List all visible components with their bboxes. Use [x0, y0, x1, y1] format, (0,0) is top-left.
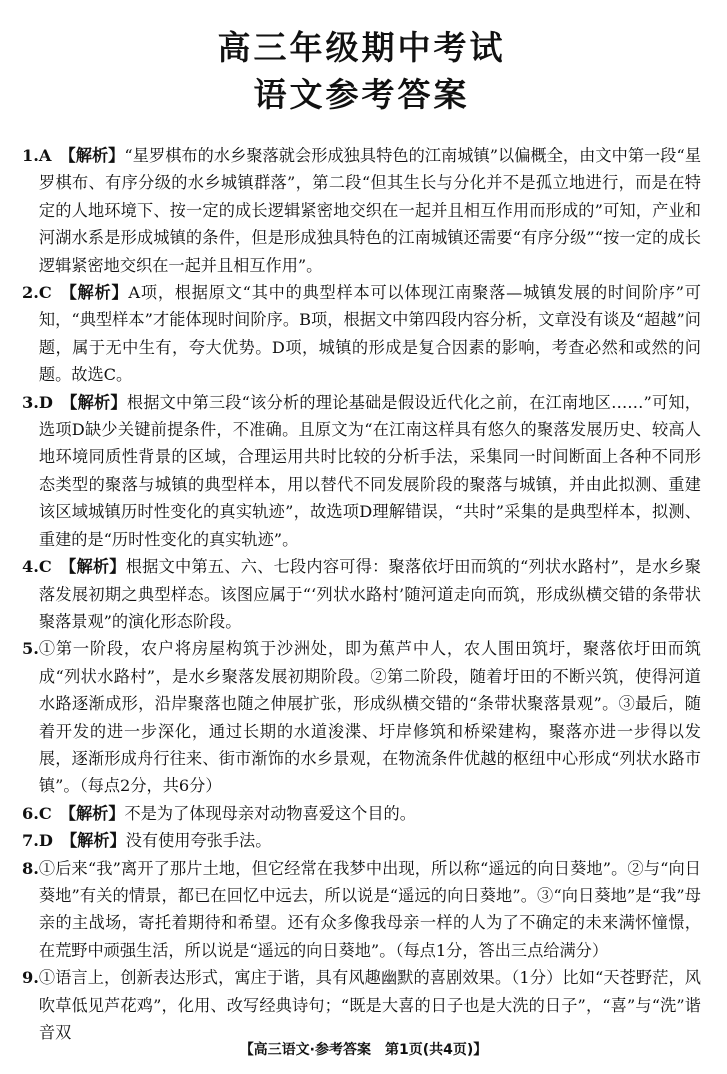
- analysis-tag: 【解析】: [60, 831, 126, 851]
- answer-item-2: [22, 279, 701, 389]
- answer-item-4: [22, 553, 701, 635]
- analysis-tag: 【解析】: [59, 557, 126, 577]
- answer-text: 根据文中第五、六、七段内容可得：聚落依圩田而筑的“列状水路村”，是水乡聚落发展初期之典型样态。该图应属于“‘列状水路村’随河道走向而筑，形成纵横交错的条带状聚落景观”的演化形态阶段。: [38, 557, 701, 631]
- page-title: 高三年级期中考试: [217, 28, 506, 67]
- answer-item-3: [22, 389, 701, 553]
- answer-item-7: [22, 827, 701, 854]
- answer-item-5: [22, 635, 701, 799]
- page-subtitle: 语文参考答案: [253, 75, 470, 114]
- answer-number: 7.: [22, 831, 39, 851]
- answer-choice: D: [38, 831, 53, 851]
- answer-number: 8.: [22, 858, 39, 878]
- analysis-tag: 【解析】: [59, 803, 125, 823]
- answer-number: 6.: [22, 803, 39, 823]
- answer-text: ①后来“我”离开了那片土地，但它经常在我梦中出现，所以称“遥远的向日葵地”。②与“向日葵地”有关的情景，都已在回忆中远去，所以说是“遥远的向日葵地”。③“向日葵地”是“我”母亲的主战场，寄托着期待和希望。还有众多像我母亲一样的人为了不确定的未来满怀憧憬，在荒野中顽强生活，所以说是“遥远的向日葵地”。（每点1分，答出三点给满分）: [38, 858, 701, 960]
- answer-text: ①第一阶段，农户将房屋构筑于沙洲处，即为蕉芦中人，农人围田筑圩，聚落依圩田而筑成“列状水路村”，是水乡聚落发展初期阶段。②第二阶段，随着圩田的不断兴筑，使得河道水路逐渐成形，沿岸聚落也随之伸展扩张，形成纵横交错的“条带状聚落景观”。③最后，随着开发的进一步深化，通过长期的水道浚渫、圩岸修筑和桥梁建构，聚落亦进一步得以发展，逐渐形成舟行往来、街市渐饰的水乡景观，在物流条件优越的枢纽中心形成“列状水路市镇”。（每点2分，共6分）: [38, 639, 701, 796]
- answer-item-6: [22, 800, 701, 827]
- answer-number: 1.: [22, 146, 39, 165]
- answer-choice: A: [38, 146, 52, 165]
- page-footer: 【高三语文·参考答案 第1页(共4页)】: [239, 1042, 488, 1058]
- analysis-tag: 【解析】: [60, 392, 127, 412]
- answer-item-8: [22, 855, 701, 965]
- answer-number: 4.: [22, 557, 39, 577]
- answer-text: ①语言上，创新表达形式，寓庄于谐，具有风趣幽默的喜剧效果。（1分）比如“天苍野茫，风吹草低见芦花鸡”，化用、改写经典诗句；“既是大喜的日子也是大洗的日子”，“喜”与“洗”谐音双: [38, 968, 701, 1042]
- answer-text: A项，根据原文“其中的典型样本可以体现江南聚落—城镇发展的时间阶序”可知，“典型样本”才能体现时间阶序。B项，根据文中第四段内容分析，文章没有谈及“超越”问题，属于无中生有，夸大优势。D项，城镇的形成是复合因素的影响，考查必然和或然的问题。故选C。: [38, 283, 701, 385]
- analysis-tag: 【解析】: [59, 283, 129, 303]
- answer-choice: D: [38, 392, 53, 412]
- answer-text: 没有使用夸张手法。: [125, 831, 272, 851]
- answer-list: [22, 142, 701, 1046]
- answer-item-1: [22, 142, 701, 279]
- analysis-tag: 【解析】: [59, 146, 125, 165]
- answer-number: 5.: [22, 639, 39, 659]
- answer-text: 不是为了体现母亲对动物喜爱这个目的。: [124, 803, 416, 823]
- answer-number: 9.: [22, 968, 39, 988]
- answer-choice: C: [38, 283, 52, 303]
- answer-choice: C: [38, 557, 52, 577]
- answer-choice: C: [38, 803, 52, 823]
- answer-text: “星罗棋布的水乡聚落就会形成独具特色的江南城镇”以偏概全，由文中第一段“星罗棋布、有序分级的水乡城镇群落”，第二段“但其生长与分化并不是孤立地进行，而是在特定的人地环境下、按一定的成长逻辑紧密地交织在一起并且相互作用而形成的”可知，产业和河湖水系是形成城镇的条件，但是形成独具特色的江南城镇还需要“有序分级”“按一定的成长逻辑紧密地交织在一起并且相互作用”。: [38, 146, 702, 275]
- answer-item-9: [22, 964, 701, 1046]
- answer-number: 2.: [22, 283, 39, 303]
- answer-text: 根据文中第三段“该分析的理论基础是假设近代化之前，在江南地区……”可知，选项D缺少关键前提条件，不准确。且原文为“在江南这样具有悠久的聚落发展历史、较高人地环境同质性背景的区域，合理运用共时比较的分析手法，采集同一时间断面上各种不同形态类型的聚落与城镇的典型样本，用以替代不同发展阶段的聚落与城镇，并由此拟测、重建该区域城镇历时性变化的真实轨迹”，故选项D理解错误，“共时”采集的是典型样本，拟测、重建的是“历时性变化的真实轨迹”。: [38, 392, 701, 549]
- answer-number: 3.: [22, 392, 39, 412]
